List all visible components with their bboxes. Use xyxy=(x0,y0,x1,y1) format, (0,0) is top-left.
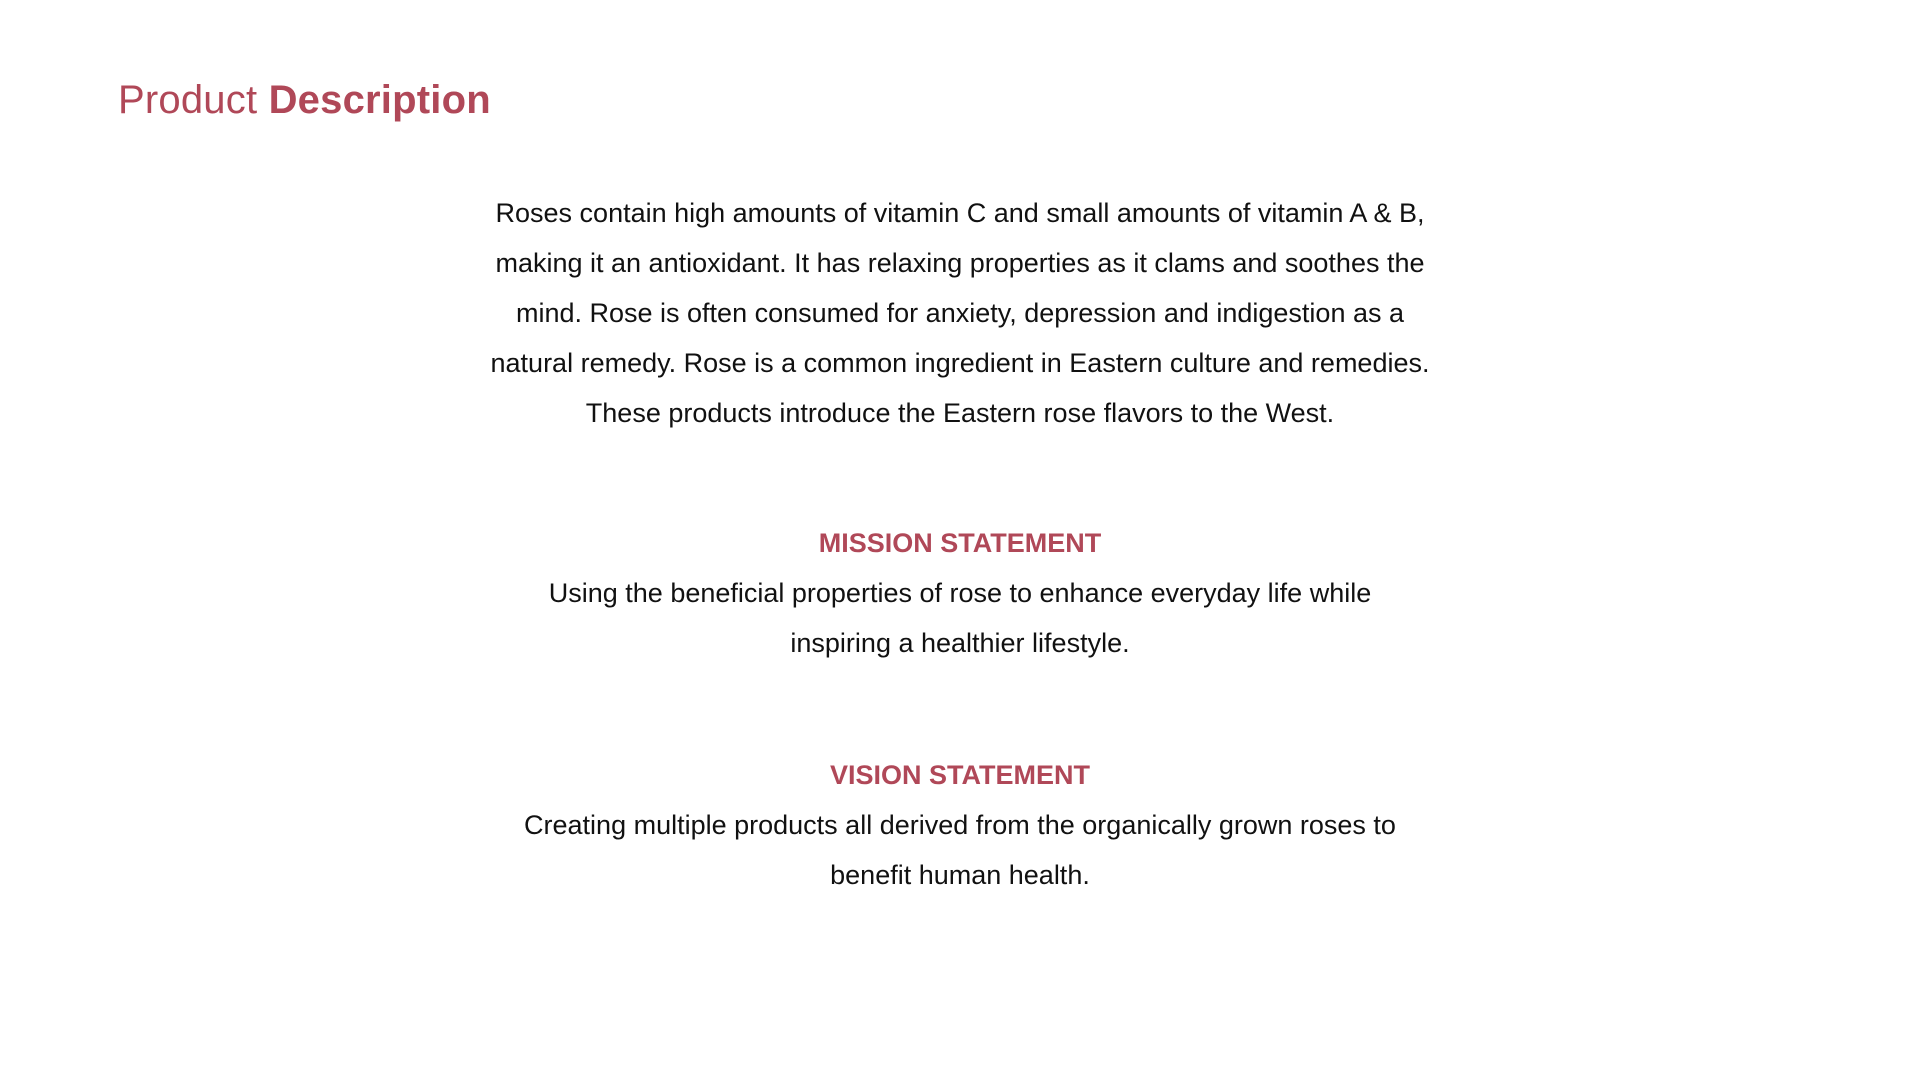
title-regular: Product xyxy=(118,78,258,122)
vision-section xyxy=(490,750,1430,900)
mission-section xyxy=(490,518,1430,668)
product-description: Roses contain high amounts of vitamin C and small amounts of vitamin A & B, making it an antioxidant. It has relaxing properties as it clams and soothes the mind. Rose is often consumed for anxiety, depression and indigestion as a natural remedy. Rose is a common ingredient in Eastern culture and remedies. These products introduce the Eastern rose flavors to the West. xyxy=(490,198,1430,428)
vision-heading: VISION STATEMENT xyxy=(829,760,1090,790)
page-title xyxy=(118,78,491,123)
mission-heading: MISSION STATEMENT xyxy=(818,528,1102,558)
vision-text: Creating multiple products all derived from the organically grown roses to benefit human health. xyxy=(524,810,1396,890)
mission-text: Using the beneficial properties of rose to enhance everyday life while inspiring a healthier lifestyle. xyxy=(548,578,1372,658)
title-bold: Description xyxy=(268,78,491,122)
